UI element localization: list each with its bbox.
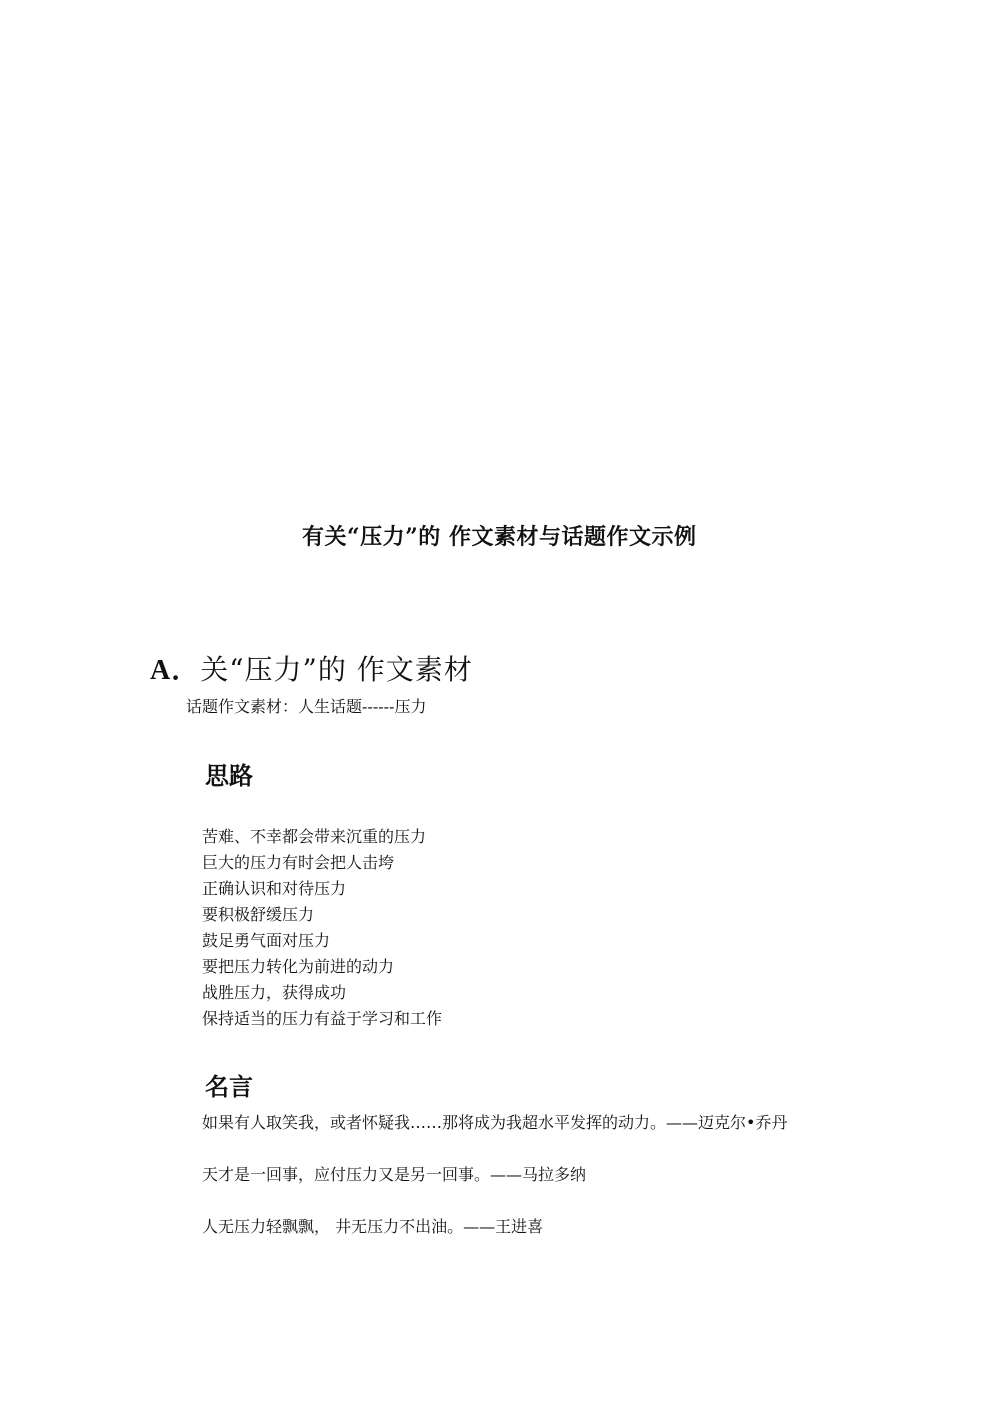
section-a-subtitle: 话题作文素材：人生话题------压力 bbox=[186, 697, 427, 716]
thinking-item: 要积极舒缓压力 bbox=[202, 905, 315, 924]
section-a-heading bbox=[150, 648, 473, 688]
quote-item: 如果有人取笑我，或者怀疑我……那将成为我超水平发挥的动力。——迈克尔•乔丹 bbox=[202, 1113, 788, 1132]
section-a-heading-text: 关“压力”的 作文素材 bbox=[200, 653, 473, 686]
quote-item: 天才是一回事，应付压力又是另一回事。——马拉多纳 bbox=[202, 1165, 587, 1184]
thinking-list bbox=[202, 824, 442, 1032]
thinking-item: 保持适当的压力有益于学习和工作 bbox=[202, 1009, 443, 1028]
thinking-item: 正确认识和对待压力 bbox=[202, 879, 347, 898]
thinking-item: 战胜压力，获得成功 bbox=[202, 983, 347, 1002]
thinking-item: 要把压力转化为前进的动力 bbox=[202, 957, 395, 976]
document-title: 有关“压力”的 作文素材与话题作文示例 bbox=[302, 524, 697, 550]
thinking-item: 巨大的压力有时会把人击垮 bbox=[202, 853, 395, 872]
section-a-letter: A． bbox=[150, 655, 201, 686]
thinking-heading: 思路 bbox=[205, 761, 253, 790]
quote-item: 人无压力轻飘飘， 井无压力不出油。——王进喜 bbox=[202, 1217, 544, 1236]
quotes-heading: 名言 bbox=[205, 1072, 253, 1101]
thinking-item: 鼓足勇气面对压力 bbox=[202, 931, 331, 950]
thinking-item: 苦难、不幸都会带来沉重的压力 bbox=[202, 827, 427, 846]
